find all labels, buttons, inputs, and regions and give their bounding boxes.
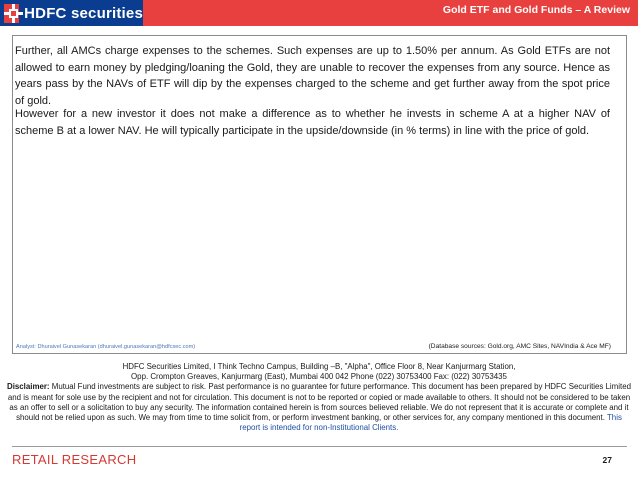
hdfc-logo — [0, 0, 143, 26]
hdfc-logo-icon — [4, 4, 19, 23]
document-title: Gold ETF and Gold Funds – A Review — [442, 4, 630, 16]
footer-divider — [12, 446, 627, 447]
analyst-credit: Analyst: Dhuraivel Gunasekaran (dhuraivel.gunasekaran@hdfcsec.com) — [16, 344, 196, 350]
non-institutional-note: This report is intended for non-Institutional Clients. — [239, 413, 622, 433]
disclaimer-text: Mutual Fund investments are subject to risk. Past performance is no guarantee for future performance. This document has been prepared by HDFC Securities Limited and is meant for sole use by the recipient and not for circulation. This document is not to be reported or copied or made available to others. It should not be considered to be taken as an offer to sell or a solicitation to buy any security. The information contained herein is from sources believed reliable. We do not represent that it is accurate or complete and it should not be relied upon as such. We may from time to time solicit from, or perform investment banking, or other services for, any company mentioned in this document. — [7, 382, 631, 423]
paragraph-new-investor: However for a new investor it does not make a difference as to whether he invests in scheme A at a higher NAV of scheme B at a lower NAV. He will typically participate in the upside/downside (in % terms) in line with the price of gold. — [15, 108, 610, 137]
page-number: 27 — [602, 455, 612, 465]
address-line-1: HDFC Securities Limited, I Think Techno Campus, Building –B, "Alpha", Office Floor 8, Near Kanjurmarg Station, — [122, 362, 516, 371]
address-line-2: Opp. Crompton Greaves, Kanjurmarg (East), Mumbai 400 042 Phone (022) 30753400 Fax: (022) 30753435 — [131, 372, 507, 382]
logo-text: HDFC securities — [24, 4, 143, 22]
section-label: RETAIL RESEARCH — [12, 452, 137, 467]
database-sources: (Database sources: Gold.org, AMC Sites, NAVIndia & Ace MF) — [428, 343, 611, 350]
disclaimer-block — [6, 362, 632, 433]
disclaimer-label: Disclaimer: — [7, 382, 50, 392]
paragraph-expenses: Further, all AMCs charge expenses to the schemes. Such expenses are up to 1.50% per annum. As Gold ETFs are not allowed to earn money by pledging/loaning the Gold, they are unable to recover the expenses from any source. Hence as years pass by the NAVs of ETF will dip by the expenses charged to the scheme and get further away from the spot price of gold. — [15, 45, 610, 107]
header-bar — [0, 0, 638, 26]
